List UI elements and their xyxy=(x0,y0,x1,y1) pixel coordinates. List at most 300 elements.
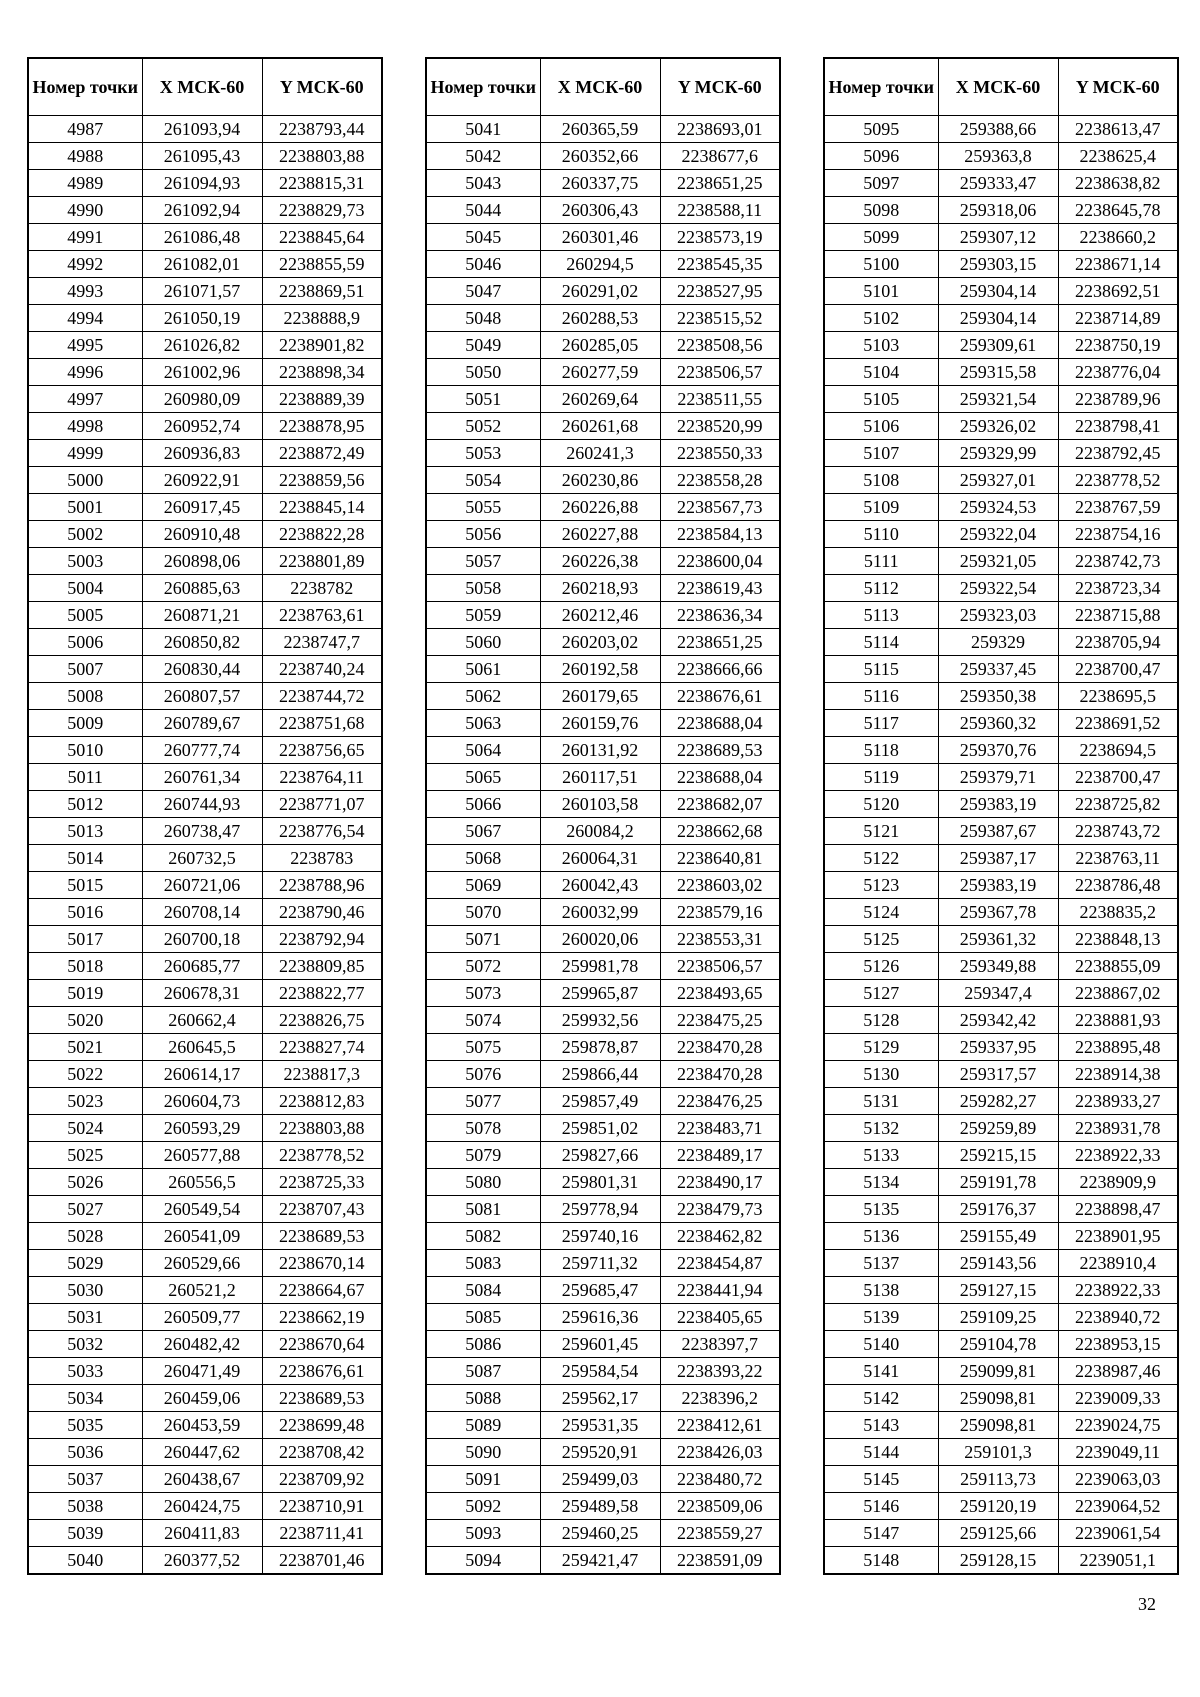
y-coordinate-cell: 2238691,52 xyxy=(1058,710,1178,737)
point-number-cell: 5059 xyxy=(426,602,540,629)
x-coordinate-cell: 259326,02 xyxy=(938,413,1058,440)
y-coordinate-cell: 2238645,78 xyxy=(1058,197,1178,224)
point-number-cell: 5103 xyxy=(824,332,938,359)
table-row xyxy=(426,1412,780,1439)
point-number-cell: 5056 xyxy=(426,521,540,548)
point-number-cell: 5101 xyxy=(824,278,938,305)
point-number-cell: 5068 xyxy=(426,845,540,872)
header-y-coordinate: Y МСК-60 xyxy=(262,58,382,116)
table-row xyxy=(28,1466,382,1493)
y-coordinate-cell: 2238511,55 xyxy=(660,386,780,413)
x-coordinate-cell: 260685,77 xyxy=(142,953,262,980)
x-coordinate-cell: 259333,47 xyxy=(938,170,1058,197)
point-number-cell: 5079 xyxy=(426,1142,540,1169)
table-row xyxy=(28,737,382,764)
point-number-cell: 4988 xyxy=(28,143,142,170)
x-coordinate-cell: 261093,94 xyxy=(142,116,262,143)
point-number-cell: 5045 xyxy=(426,224,540,251)
y-coordinate-cell: 2238889,39 xyxy=(262,386,382,413)
point-number-cell: 5147 xyxy=(824,1520,938,1547)
point-number-cell: 5063 xyxy=(426,710,540,737)
y-coordinate-cell: 2238709,92 xyxy=(262,1466,382,1493)
x-coordinate-cell: 260789,67 xyxy=(142,710,262,737)
x-coordinate-cell: 259317,57 xyxy=(938,1061,1058,1088)
y-coordinate-cell: 2238740,24 xyxy=(262,656,382,683)
table-row xyxy=(28,629,382,656)
y-coordinate-cell: 2238715,88 xyxy=(1058,602,1178,629)
table-row xyxy=(426,116,780,143)
y-coordinate-cell: 2238707,43 xyxy=(262,1196,382,1223)
coordinates-table-1 xyxy=(27,57,383,1575)
table-row xyxy=(824,683,1178,710)
y-coordinate-cell: 2239009,33 xyxy=(1058,1385,1178,1412)
x-coordinate-cell: 259383,19 xyxy=(938,791,1058,818)
table-row xyxy=(28,251,382,278)
point-number-cell: 5001 xyxy=(28,494,142,521)
point-number-cell: 5117 xyxy=(824,710,938,737)
point-number-cell: 5108 xyxy=(824,467,938,494)
y-coordinate-cell: 2238559,27 xyxy=(660,1520,780,1547)
table-row xyxy=(426,575,780,602)
y-coordinate-cell: 2238700,47 xyxy=(1058,656,1178,683)
y-coordinate-cell: 2238700,47 xyxy=(1058,764,1178,791)
table-row xyxy=(824,305,1178,332)
point-number-cell: 5002 xyxy=(28,521,142,548)
y-coordinate-cell: 2238783 xyxy=(262,845,382,872)
table-row xyxy=(28,1007,382,1034)
y-coordinate-cell: 2238454,87 xyxy=(660,1250,780,1277)
y-coordinate-cell: 2238855,09 xyxy=(1058,953,1178,980)
x-coordinate-cell: 259363,8 xyxy=(938,143,1058,170)
x-coordinate-cell: 260192,58 xyxy=(540,656,660,683)
table-row xyxy=(28,413,382,440)
y-coordinate-cell: 2238397,7 xyxy=(660,1331,780,1358)
x-coordinate-cell: 260952,74 xyxy=(142,413,262,440)
y-coordinate-cell: 2238933,27 xyxy=(1058,1088,1178,1115)
x-coordinate-cell: 260777,74 xyxy=(142,737,262,764)
point-number-cell: 5010 xyxy=(28,737,142,764)
x-coordinate-cell: 260593,29 xyxy=(142,1115,262,1142)
x-coordinate-cell: 259109,25 xyxy=(938,1304,1058,1331)
table-row xyxy=(426,899,780,926)
y-coordinate-cell: 2238878,95 xyxy=(262,413,382,440)
table-row xyxy=(28,818,382,845)
table-row xyxy=(824,494,1178,521)
point-number-cell: 5082 xyxy=(426,1223,540,1250)
table-row xyxy=(824,143,1178,170)
table-row xyxy=(824,1358,1178,1385)
table-row xyxy=(28,278,382,305)
y-coordinate-cell: 2238664,67 xyxy=(262,1277,382,1304)
table-row xyxy=(824,1385,1178,1412)
point-number-cell: 5012 xyxy=(28,791,142,818)
x-coordinate-cell: 260230,86 xyxy=(540,467,660,494)
y-coordinate-cell: 2238508,56 xyxy=(660,332,780,359)
y-coordinate-cell: 2238689,53 xyxy=(262,1223,382,1250)
point-number-cell: 5093 xyxy=(426,1520,540,1547)
x-coordinate-cell: 259120,19 xyxy=(938,1493,1058,1520)
point-number-cell: 5123 xyxy=(824,872,938,899)
y-coordinate-cell: 2238872,49 xyxy=(262,440,382,467)
y-coordinate-cell: 2238705,94 xyxy=(1058,629,1178,656)
table-row xyxy=(28,1061,382,1088)
point-number-cell: 5121 xyxy=(824,818,938,845)
point-number-cell: 5099 xyxy=(824,224,938,251)
x-coordinate-cell: 260721,06 xyxy=(142,872,262,899)
point-number-cell: 5118 xyxy=(824,737,938,764)
table-row xyxy=(28,1223,382,1250)
table-row xyxy=(824,1169,1178,1196)
y-coordinate-cell: 2238901,82 xyxy=(262,332,382,359)
x-coordinate-cell: 259303,15 xyxy=(938,251,1058,278)
x-coordinate-cell: 260103,58 xyxy=(540,791,660,818)
y-coordinate-cell: 2238782 xyxy=(262,575,382,602)
point-number-cell: 5091 xyxy=(426,1466,540,1493)
point-number-cell: 5031 xyxy=(28,1304,142,1331)
x-coordinate-cell: 260871,21 xyxy=(142,602,262,629)
x-coordinate-cell: 259309,61 xyxy=(938,332,1058,359)
point-number-cell: 5047 xyxy=(426,278,540,305)
y-coordinate-cell: 2238493,65 xyxy=(660,980,780,1007)
table-row xyxy=(426,845,780,872)
point-number-cell: 5094 xyxy=(426,1547,540,1575)
table-row xyxy=(426,143,780,170)
point-number-cell: 5137 xyxy=(824,1250,938,1277)
table-row xyxy=(824,224,1178,251)
y-coordinate-cell: 2238801,89 xyxy=(262,548,382,575)
header-point-number: Номер точки xyxy=(426,58,540,116)
y-coordinate-cell: 2239063,03 xyxy=(1058,1466,1178,1493)
y-coordinate-cell: 2238520,99 xyxy=(660,413,780,440)
table-row xyxy=(28,332,382,359)
x-coordinate-cell: 259321,54 xyxy=(938,386,1058,413)
x-coordinate-cell: 260662,4 xyxy=(142,1007,262,1034)
x-coordinate-cell: 260678,31 xyxy=(142,980,262,1007)
x-coordinate-cell: 260424,75 xyxy=(142,1493,262,1520)
table-row xyxy=(824,602,1178,629)
y-coordinate-cell: 2238914,38 xyxy=(1058,1061,1178,1088)
x-coordinate-cell: 260291,02 xyxy=(540,278,660,305)
table-row xyxy=(426,1142,780,1169)
x-coordinate-cell: 259878,87 xyxy=(540,1034,660,1061)
y-coordinate-cell: 2238670,64 xyxy=(262,1331,382,1358)
x-coordinate-cell: 260917,45 xyxy=(142,494,262,521)
y-coordinate-cell: 2238426,03 xyxy=(660,1439,780,1466)
point-number-cell: 5026 xyxy=(28,1169,142,1196)
x-coordinate-cell: 259304,14 xyxy=(938,278,1058,305)
point-number-cell: 5036 xyxy=(28,1439,142,1466)
point-number-cell: 5110 xyxy=(824,521,938,548)
table-row xyxy=(426,710,780,737)
table-row xyxy=(28,1277,382,1304)
y-coordinate-cell: 2238788,96 xyxy=(262,872,382,899)
x-coordinate-cell: 260261,68 xyxy=(540,413,660,440)
x-coordinate-cell: 260549,54 xyxy=(142,1196,262,1223)
y-coordinate-cell: 2238671,14 xyxy=(1058,251,1178,278)
y-coordinate-cell: 2238898,47 xyxy=(1058,1196,1178,1223)
y-coordinate-cell: 2238798,41 xyxy=(1058,413,1178,440)
point-number-cell: 5040 xyxy=(28,1547,142,1575)
y-coordinate-cell: 2238676,61 xyxy=(660,683,780,710)
x-coordinate-cell: 259965,87 xyxy=(540,980,660,1007)
y-coordinate-cell: 2238822,77 xyxy=(262,980,382,1007)
y-coordinate-cell: 2238462,82 xyxy=(660,1223,780,1250)
point-number-cell: 4996 xyxy=(28,359,142,386)
table-row xyxy=(824,1250,1178,1277)
table-row xyxy=(28,710,382,737)
table-row xyxy=(426,467,780,494)
table-row xyxy=(28,845,382,872)
point-number-cell: 5144 xyxy=(824,1439,938,1466)
table-row xyxy=(426,332,780,359)
y-coordinate-cell: 2238613,47 xyxy=(1058,116,1178,143)
point-number-cell: 5000 xyxy=(28,467,142,494)
x-coordinate-cell: 260064,31 xyxy=(540,845,660,872)
x-coordinate-cell: 259347,4 xyxy=(938,980,1058,1007)
x-coordinate-cell: 260509,77 xyxy=(142,1304,262,1331)
point-number-cell: 5024 xyxy=(28,1115,142,1142)
x-coordinate-cell: 260732,5 xyxy=(142,845,262,872)
x-coordinate-cell: 260294,5 xyxy=(540,251,660,278)
y-coordinate-cell: 2238483,71 xyxy=(660,1115,780,1142)
y-coordinate-cell: 2238743,72 xyxy=(1058,818,1178,845)
table-row xyxy=(426,548,780,575)
point-number-cell: 5016 xyxy=(28,899,142,926)
table-row xyxy=(426,818,780,845)
table-row xyxy=(824,170,1178,197)
y-coordinate-cell: 2238693,01 xyxy=(660,116,780,143)
table-row xyxy=(28,602,382,629)
table-row xyxy=(28,548,382,575)
y-coordinate-cell: 2238742,73 xyxy=(1058,548,1178,575)
table-row xyxy=(28,1034,382,1061)
point-number-cell: 5134 xyxy=(824,1169,938,1196)
point-number-cell: 5023 xyxy=(28,1088,142,1115)
table-row xyxy=(28,359,382,386)
y-coordinate-cell: 2238710,91 xyxy=(262,1493,382,1520)
point-number-cell: 5148 xyxy=(824,1547,938,1575)
table-row xyxy=(28,386,382,413)
point-number-cell: 5021 xyxy=(28,1034,142,1061)
x-coordinate-cell: 261092,94 xyxy=(142,197,262,224)
table-row xyxy=(426,1169,780,1196)
y-coordinate-cell: 2238815,31 xyxy=(262,170,382,197)
point-number-cell: 5129 xyxy=(824,1034,938,1061)
x-coordinate-cell: 259383,19 xyxy=(938,872,1058,899)
table-row xyxy=(824,1142,1178,1169)
y-coordinate-cell: 2238751,68 xyxy=(262,710,382,737)
x-coordinate-cell: 260226,88 xyxy=(540,494,660,521)
table-row xyxy=(824,791,1178,818)
y-coordinate-cell: 2238651,25 xyxy=(660,629,780,656)
table-row xyxy=(28,764,382,791)
x-coordinate-cell: 260830,44 xyxy=(142,656,262,683)
x-coordinate-cell: 259801,31 xyxy=(540,1169,660,1196)
y-coordinate-cell: 2238479,73 xyxy=(660,1196,780,1223)
point-number-cell: 5020 xyxy=(28,1007,142,1034)
y-coordinate-cell: 2238506,57 xyxy=(660,359,780,386)
x-coordinate-cell: 259350,38 xyxy=(938,683,1058,710)
y-coordinate-cell: 2238771,07 xyxy=(262,791,382,818)
x-coordinate-cell: 260212,46 xyxy=(540,602,660,629)
y-coordinate-cell: 2238711,41 xyxy=(262,1520,382,1547)
y-coordinate-cell: 2238792,45 xyxy=(1058,440,1178,467)
y-coordinate-cell: 2238901,95 xyxy=(1058,1223,1178,1250)
point-number-cell: 4994 xyxy=(28,305,142,332)
point-number-cell: 5126 xyxy=(824,953,938,980)
y-coordinate-cell: 2238603,02 xyxy=(660,872,780,899)
x-coordinate-cell: 260285,05 xyxy=(540,332,660,359)
table-row xyxy=(824,116,1178,143)
table-row xyxy=(28,872,382,899)
y-coordinate-cell: 2238480,72 xyxy=(660,1466,780,1493)
point-number-cell: 5071 xyxy=(426,926,540,953)
table-row xyxy=(824,1034,1178,1061)
y-coordinate-cell: 2238763,61 xyxy=(262,602,382,629)
x-coordinate-cell: 260910,48 xyxy=(142,521,262,548)
table-row xyxy=(28,1439,382,1466)
table-row xyxy=(824,575,1178,602)
table-row xyxy=(824,548,1178,575)
point-number-cell: 5111 xyxy=(824,548,938,575)
table-row xyxy=(426,602,780,629)
table-row xyxy=(28,1088,382,1115)
table-row xyxy=(426,386,780,413)
x-coordinate-cell: 260117,51 xyxy=(540,764,660,791)
point-number-cell: 5100 xyxy=(824,251,938,278)
point-number-cell: 5102 xyxy=(824,305,938,332)
point-number-cell: 5055 xyxy=(426,494,540,521)
y-coordinate-cell: 2238845,64 xyxy=(262,224,382,251)
y-coordinate-cell: 2238845,14 xyxy=(262,494,382,521)
table-row xyxy=(28,575,382,602)
point-number-cell: 4995 xyxy=(28,332,142,359)
point-number-cell: 5007 xyxy=(28,656,142,683)
point-number-cell: 5113 xyxy=(824,602,938,629)
x-coordinate-cell: 259329 xyxy=(938,629,1058,656)
y-coordinate-cell: 2239024,75 xyxy=(1058,1412,1178,1439)
x-coordinate-cell: 260306,43 xyxy=(540,197,660,224)
coordinates-table-3 xyxy=(823,57,1179,1575)
x-coordinate-cell: 260471,49 xyxy=(142,1358,262,1385)
x-coordinate-cell: 261082,01 xyxy=(142,251,262,278)
table-row xyxy=(824,1331,1178,1358)
x-coordinate-cell: 259318,06 xyxy=(938,197,1058,224)
y-coordinate-cell: 2238931,78 xyxy=(1058,1115,1178,1142)
table-row xyxy=(28,791,382,818)
y-coordinate-cell: 2238776,04 xyxy=(1058,359,1178,386)
point-number-cell: 5139 xyxy=(824,1304,938,1331)
table-row xyxy=(824,872,1178,899)
point-number-cell: 5046 xyxy=(426,251,540,278)
point-number-cell: 4998 xyxy=(28,413,142,440)
y-coordinate-cell: 2238567,73 xyxy=(660,494,780,521)
x-coordinate-cell: 260241,3 xyxy=(540,440,660,467)
table-row xyxy=(824,926,1178,953)
y-coordinate-cell: 2239064,52 xyxy=(1058,1493,1178,1520)
point-number-cell: 5069 xyxy=(426,872,540,899)
header-y-coordinate: Y МСК-60 xyxy=(1058,58,1178,116)
table-row xyxy=(426,1061,780,1088)
point-number-cell: 5112 xyxy=(824,575,938,602)
x-coordinate-cell: 260365,59 xyxy=(540,116,660,143)
table-row xyxy=(426,1331,780,1358)
y-coordinate-cell: 2238940,72 xyxy=(1058,1304,1178,1331)
table-row xyxy=(28,1547,382,1575)
table-row xyxy=(28,224,382,251)
point-number-cell: 5044 xyxy=(426,197,540,224)
table-row xyxy=(28,1142,382,1169)
point-number-cell: 5028 xyxy=(28,1223,142,1250)
x-coordinate-cell: 259827,66 xyxy=(540,1142,660,1169)
table-row xyxy=(824,1493,1178,1520)
table-row xyxy=(28,1385,382,1412)
table-row xyxy=(426,1250,780,1277)
y-coordinate-cell: 2238714,89 xyxy=(1058,305,1178,332)
point-number-cell: 5105 xyxy=(824,386,938,413)
x-coordinate-cell: 259315,58 xyxy=(938,359,1058,386)
x-coordinate-cell: 260179,65 xyxy=(540,683,660,710)
x-coordinate-cell: 259740,16 xyxy=(540,1223,660,1250)
x-coordinate-cell: 260218,93 xyxy=(540,575,660,602)
point-number-cell: 5048 xyxy=(426,305,540,332)
x-coordinate-cell: 260922,91 xyxy=(142,467,262,494)
x-coordinate-cell: 259562,17 xyxy=(540,1385,660,1412)
x-coordinate-cell: 259307,12 xyxy=(938,224,1058,251)
x-coordinate-cell: 260744,93 xyxy=(142,791,262,818)
x-coordinate-cell: 260377,52 xyxy=(142,1547,262,1575)
x-coordinate-cell: 260529,66 xyxy=(142,1250,262,1277)
x-coordinate-cell: 259113,73 xyxy=(938,1466,1058,1493)
x-coordinate-cell: 260645,5 xyxy=(142,1034,262,1061)
x-coordinate-cell: 259323,03 xyxy=(938,602,1058,629)
header-y-coordinate: Y МСК-60 xyxy=(660,58,780,116)
y-coordinate-cell: 2238881,93 xyxy=(1058,1007,1178,1034)
table-row xyxy=(426,1034,780,1061)
table-row xyxy=(426,1385,780,1412)
table-row xyxy=(28,953,382,980)
table-row xyxy=(824,413,1178,440)
table-row xyxy=(28,1520,382,1547)
header-x-coordinate: X МСК-60 xyxy=(540,58,660,116)
x-coordinate-cell: 260084,2 xyxy=(540,818,660,845)
x-coordinate-cell: 261086,48 xyxy=(142,224,262,251)
x-coordinate-cell: 261026,82 xyxy=(142,332,262,359)
x-coordinate-cell: 259329,99 xyxy=(938,440,1058,467)
table-row xyxy=(426,1520,780,1547)
table-row xyxy=(28,899,382,926)
y-coordinate-cell: 2238470,28 xyxy=(660,1034,780,1061)
point-number-cell: 5128 xyxy=(824,1007,938,1034)
y-coordinate-cell: 2238651,25 xyxy=(660,170,780,197)
point-number-cell: 5053 xyxy=(426,440,540,467)
point-number-cell: 5077 xyxy=(426,1088,540,1115)
y-coordinate-cell: 2238778,52 xyxy=(262,1142,382,1169)
point-number-cell: 5057 xyxy=(426,548,540,575)
table-row xyxy=(426,1466,780,1493)
y-coordinate-cell: 2238767,59 xyxy=(1058,494,1178,521)
y-coordinate-cell: 2238506,57 xyxy=(660,953,780,980)
x-coordinate-cell: 259101,3 xyxy=(938,1439,1058,1466)
x-coordinate-cell: 259388,66 xyxy=(938,116,1058,143)
point-number-cell: 5070 xyxy=(426,899,540,926)
point-number-cell: 5087 xyxy=(426,1358,540,1385)
point-number-cell: 5065 xyxy=(426,764,540,791)
point-number-cell: 5119 xyxy=(824,764,938,791)
x-coordinate-cell: 260438,67 xyxy=(142,1466,262,1493)
table-row xyxy=(426,197,780,224)
table-row xyxy=(426,1304,780,1331)
